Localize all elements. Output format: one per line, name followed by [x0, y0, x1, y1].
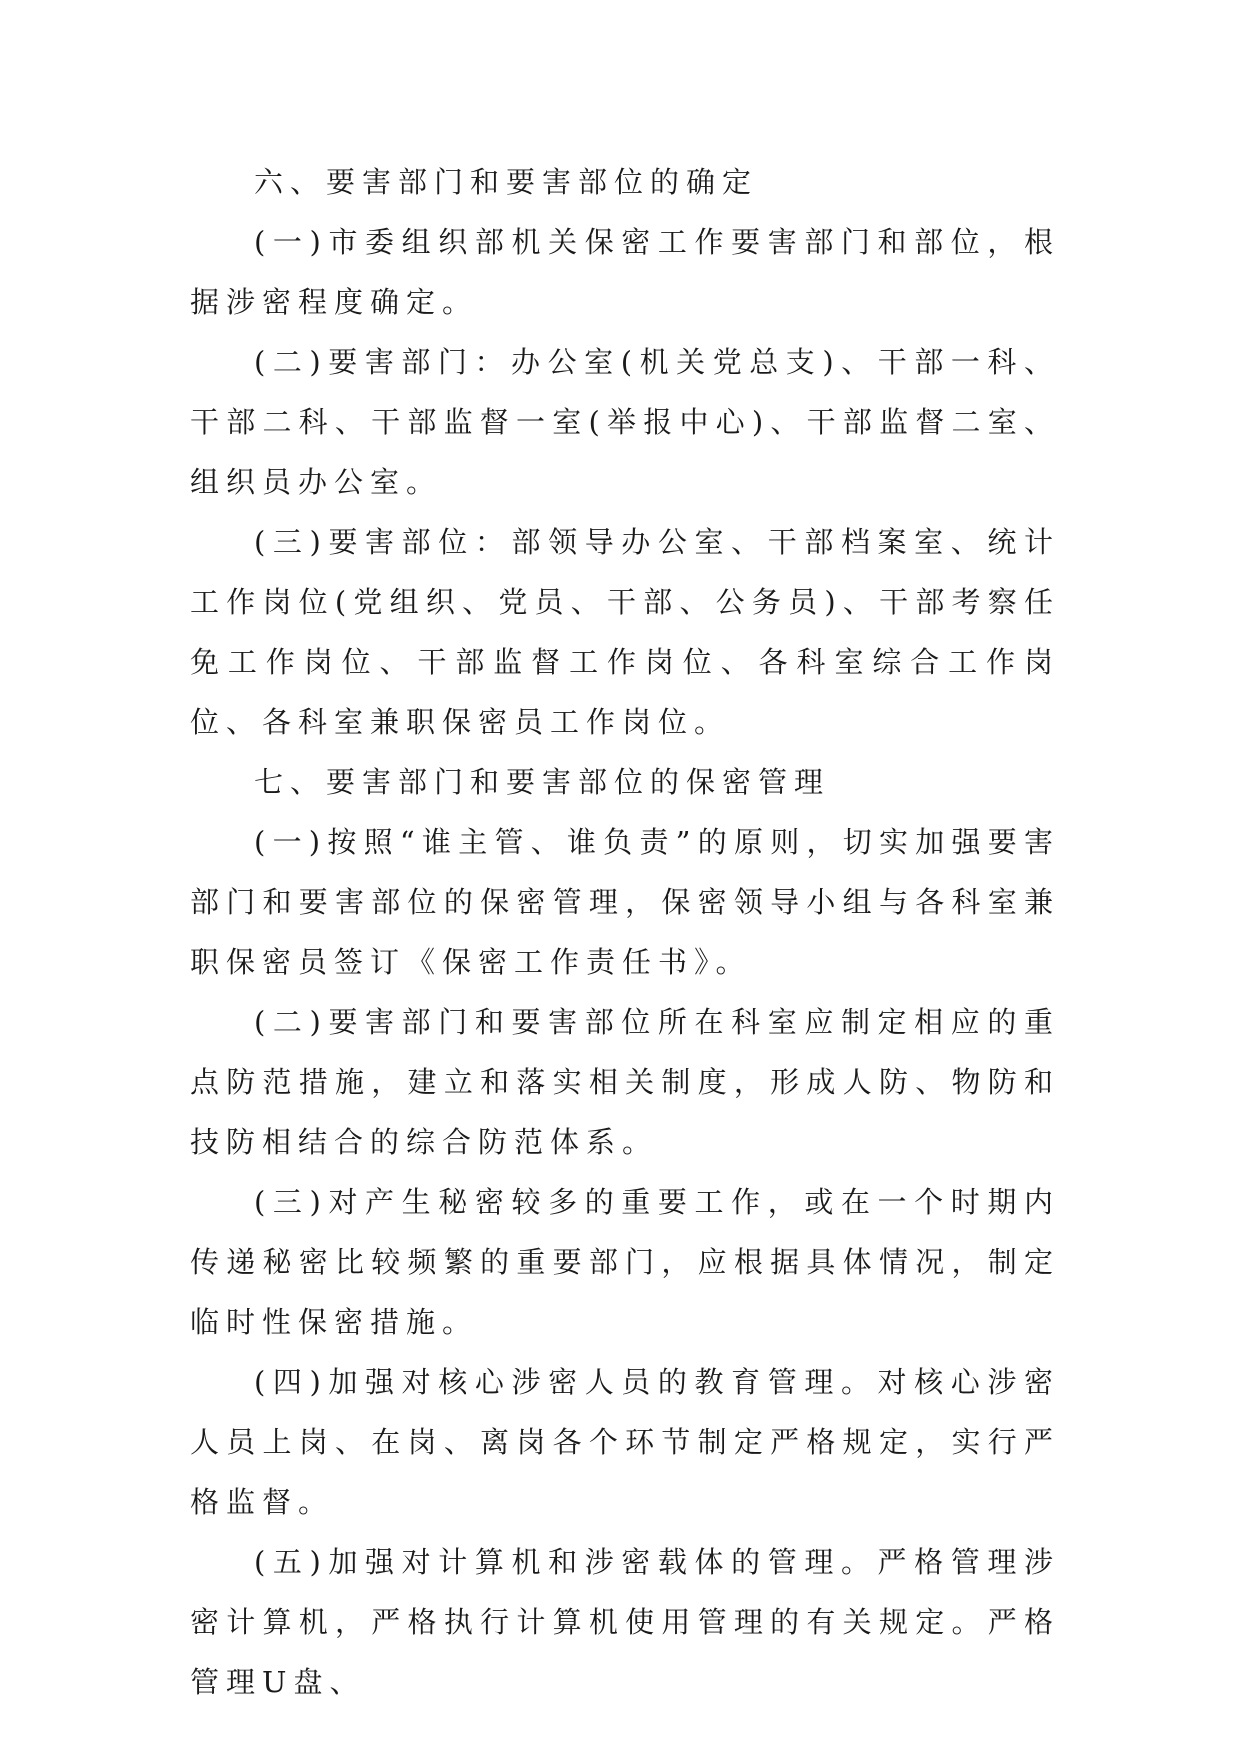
section-6-item-3: (三)要害部位：部领导办公室、干部档案室、统计工作岗位(党组织、党员、干部、公务员)、干部考察任免工作岗位、干部监督工作岗位、各科室综合工作岗位、各科室兼职保密员工作岗位。	[190, 525, 1060, 739]
section-7-item-2: (二)要害部门和要害部位所在科室应制定相应的重点防范措施，建立和落实相关制度，形成人防、物防和技防相结合的综合防范体系。	[190, 1005, 1060, 1159]
section-7-item-4: (四)加强对核心涉密人员的教育管理。对核心涉密人员上岗、在岗、离岗各个环节制定严格规定，实行严格监督。	[190, 1365, 1060, 1519]
section-6-heading: 六、要害部门和要害部位的确定	[254, 165, 759, 199]
document-body	[190, 152, 1060, 1712]
section-7-item-3: (三)对产生秘密较多的重要工作，或在一个时期内传递秘密比较频繁的重要部门，应根据具体情况，制定临时性保密措施。	[190, 1185, 1060, 1339]
section-6-item-1: (一)市委组织部机关保密工作要害部门和部位，根据涉密程度确定。	[190, 225, 1060, 319]
section-6-item-2: (二)要害部门：办公室(机关党总支)、干部一科、干部二科、干部监督一室(举报中心)、干部监督二室、组织员办公室。	[190, 345, 1060, 499]
section-7-item-5: (五)加强对计算机和涉密载体的管理。严格管理涉密计算机，严格执行计算机使用管理的有关规定。严格管理U盘、	[190, 1545, 1060, 1699]
section-7-item-1: (一)按照“谁主管、谁负责”的原则，切实加强要害部门和要害部位的保密管理，保密领导小组与各科室兼职保密员签订《保密工作责任书》。	[190, 825, 1060, 979]
section-7-heading: 七、要害部门和要害部位的保密管理	[254, 765, 831, 799]
